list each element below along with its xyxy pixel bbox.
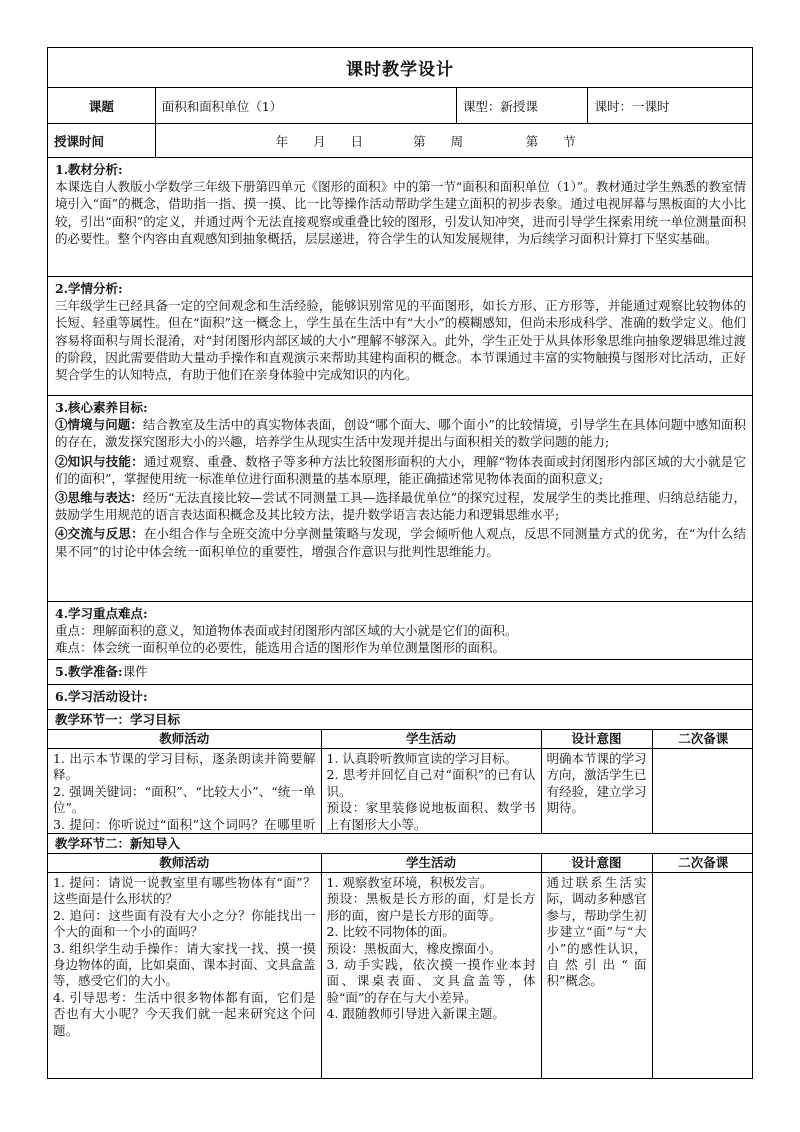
- section-heading: 4.学习重点难点:: [55, 606, 148, 621]
- teacher-activity-line: 4. 引导思考：生活中很多物体都有面，它们是否也有大小呢？今天我们就一起来研究这个问题。: [53, 989, 316, 1038]
- section-heading: 3.核心素养目标:: [55, 400, 148, 415]
- literacy-item-label: ③思维与表达：: [55, 490, 143, 506]
- literacy-item: [55, 525, 746, 559]
- student-activity-line: 1. 认真聆听教师宣读的学习目标。: [326, 751, 518, 766]
- student-activity-line: 2. 比较不同物体的面。: [326, 924, 455, 940]
- student-activity: [321, 873, 541, 1079]
- stage-one-table: [48, 730, 753, 833]
- topic-label: 课题: [48, 88, 156, 123]
- lesson-plan-sheet: [47, 47, 753, 1079]
- teacher-activity-line: 3. 提问：你听说过“面积”这个词吗？在哪里听: [53, 816, 316, 832]
- teacher-activity: [48, 749, 321, 834]
- lesson-type: 课型：新授课: [457, 88, 589, 123]
- column-header: 设计意图: [541, 854, 652, 873]
- secondary-notes: [652, 749, 753, 834]
- literacy-item: [55, 416, 746, 450]
- column-header: 教师活动: [48, 854, 321, 873]
- table-row: [48, 749, 753, 834]
- column-header: 教师活动: [48, 730, 321, 749]
- time-row: [47, 123, 753, 157]
- table-header-row: [48, 730, 753, 749]
- student-analysis-section: [47, 276, 753, 395]
- topic-row: [47, 87, 753, 123]
- time-label: 授课时间: [48, 124, 156, 157]
- key-point: 重点：理解面积的意义，知道物体表面或封闭图形内部区域的大小就是它们的面积。: [55, 623, 518, 639]
- table-header-row: [48, 854, 753, 873]
- student-activity-line: 2. 思考并回忆自己对“面积”的已有认识。: [326, 767, 536, 799]
- literacy-item-text: 通过观察、重叠、数格子等多种方法比较图形面积的大小，理解“物体表面或封闭图形内部区域的大小就是它们的面积”，掌握使用统一标准单位进行面积测量的基本原理，能正确描述常见物体表面的面积意义;: [55, 453, 746, 486]
- preparation-value: 课件: [122, 664, 148, 679]
- student-activity-line: 4. 跟随教师引导进入新课主题。: [326, 1006, 505, 1022]
- teacher-activity-line: 2. 追问：这些面有没有大小之分？你能找出一个大的面和一个小的面吗？: [53, 907, 316, 940]
- student-activity: [321, 749, 541, 834]
- literacy-item-text: 在小组合作与全班交流中分享测量策略与发现，学会倾听他人观点，反思不同测量方式的优劣，在“为什么结果不同”的讨论中体会统一面积单位的重要性，增强合作意识与批判性思维能力。: [55, 526, 746, 559]
- column-header: 二次备课: [652, 854, 753, 873]
- stage-two-title: [47, 833, 753, 853]
- textbook-analysis-section: [47, 157, 753, 276]
- section-body: 三年级学生已经具备一定的空间观念和生活经验，能够识别常见的平面图形，如长方形、正方形等，并能通过观察比较物体的长短、轻重等属性。但在“面积”这一概念上，学生虽在生活中有“大小”的模糊感知，但尚未形成科学、准确的数学定义。他们容易将面积与周长混淆，对“封闭图形内部区域的大小”理解不够深入。此外，学生正处于从具体形象思维向抽象逻辑思维过渡的阶段，因此需要借助大量动手操作和直观演示来帮助其建构面积的概念。本节课通过丰富的实物触摸与图形对比活动，正好契合学生的认知特点，有助于他们在亲身体验中完成知识的内化。: [55, 298, 746, 383]
- section-body: 本课选自人教版小学数学三年级下册第四单元《图形的面积》中的第一节“面积和面积单位（1）”。教材通过学生熟悉的教室情境引入“面”的概念，借助指一指、摸一摸、比一比等操作活动帮助学生建立面积的初步表象。通过电视屏幕与黑板面的大小比较，引出“面积”的定义，并通过两个无法直接观察或重叠比较的图形，引发认知冲突，进而引导学生探索用统一单位测量面积的必要性。整个内容由直观感知到抽象概括，层层递进，符合学生的认知发展规律，为后续学习面积计算打下坚实基础。: [55, 179, 746, 246]
- teacher-activity-line: 2. 强调关键词：“面积”、“比较大小”、“统一单位”。: [53, 783, 316, 816]
- literacy-item-label: ②知识与技能：: [55, 453, 144, 469]
- section-heading: 2.学情分析:: [55, 281, 123, 296]
- student-activity-line: 预设：家里装修说地板面积、数学书上有图形大小等。: [326, 800, 536, 832]
- teacher-activity-line: 1. 提问：请说一说教室里有哪些物体有“面”？这些面是什么形状的？: [53, 875, 316, 907]
- table-row: [48, 873, 753, 1079]
- literacy-item-label: ①情境与问题：: [55, 417, 143, 433]
- student-activity-line: 预设：黑板是长方形的面，灯是长方形的面，窗户是长方形的面等。: [326, 891, 536, 923]
- stage-two-table-wrap: [47, 853, 753, 1079]
- column-header: 设计意图: [541, 730, 652, 749]
- core-literacy-section: [47, 395, 753, 601]
- teacher-activity: [48, 873, 321, 1079]
- secondary-notes: [652, 873, 753, 1079]
- stage-title: 教学环节二：新知导入: [55, 836, 181, 851]
- keypoints-section: [47, 601, 753, 659]
- page-title: 课时教学设计: [47, 47, 753, 87]
- literacy-item-text: 经历“无法直接比较—尝试不同测量工具—选择最优单位”的探究过程，发展学生的类比推理、归纳总结能力，鼓励学生用规范的语言表达面积概念及其比较方法，提升数学语言表达能力和逻辑思维水平;: [55, 490, 746, 523]
- literacy-item-text: 结合教室及生活中的真实物体表面，创设“哪个面大、哪个面小”的比较情境，引导学生在具体问题中感知面积的存在，激发探究图形大小的兴趣，培养学生从现实生活中发现并提出与面积相关的数学问题的能力;: [55, 417, 746, 450]
- column-header: 二次备课: [652, 730, 753, 749]
- literacy-item: [55, 453, 746, 487]
- student-activity-line: 1. 观察教室环境，积极发言。: [326, 875, 493, 890]
- stage-one-table-wrap: [47, 729, 753, 833]
- teacher-activity-line: 3. 组织学生动手操作：请大家找一找、摸一摸身边物体的面，比如桌面、课本封面、文具盒盖等，感受它们的大小。: [53, 940, 316, 989]
- preparation-section: [47, 659, 753, 684]
- teacher-activity-line: 1. 出示本节课的学习目标，逐条朗读并简要解释。: [53, 751, 316, 783]
- section-heading: 5.教学准备:: [55, 664, 123, 679]
- stage-one-title: [47, 709, 753, 729]
- difficult-point: 难点：体会统一面积单位的必要性，能选用合适的图形作为单位测量图形的面积。: [55, 640, 506, 656]
- lesson-hours: 课时：一课时: [594, 98, 670, 114]
- section-heading: 6.学习活动设计:: [55, 689, 148, 704]
- stage-two-table: [48, 854, 753, 1079]
- stage-title: 教学环节一：学习目标: [55, 712, 181, 727]
- column-header: 学生活动: [321, 854, 541, 873]
- time-value: 年 月 日 第 周 第 节: [275, 133, 576, 149]
- topic-value: 面积和面积单位（1）: [156, 88, 457, 123]
- literacy-item: [55, 489, 746, 523]
- column-header: 学生活动: [321, 730, 541, 749]
- design-intent: 明确本节课的学习方向，激活学生已有经验，建立学习期待。: [541, 749, 652, 834]
- student-activity-line: 预设：黑板面大，橡皮擦面小。: [326, 940, 502, 956]
- student-activity-line: 3. 动手实践，依次摸一摸作业本封面、课桌表面、文具盒盖等，体验“面”的存在与大小差异。: [326, 957, 536, 1005]
- literacy-item-label: ④交流与反思：: [55, 526, 144, 542]
- activity-design-section: [47, 684, 753, 709]
- design-intent: 通过联系生活实际，调动多种感官参与，帮助学生初步建立“面”与“大小”的感性认识，自然引出“面积”概念。: [541, 873, 652, 1079]
- section-heading: 1.教材分析:: [55, 162, 123, 177]
